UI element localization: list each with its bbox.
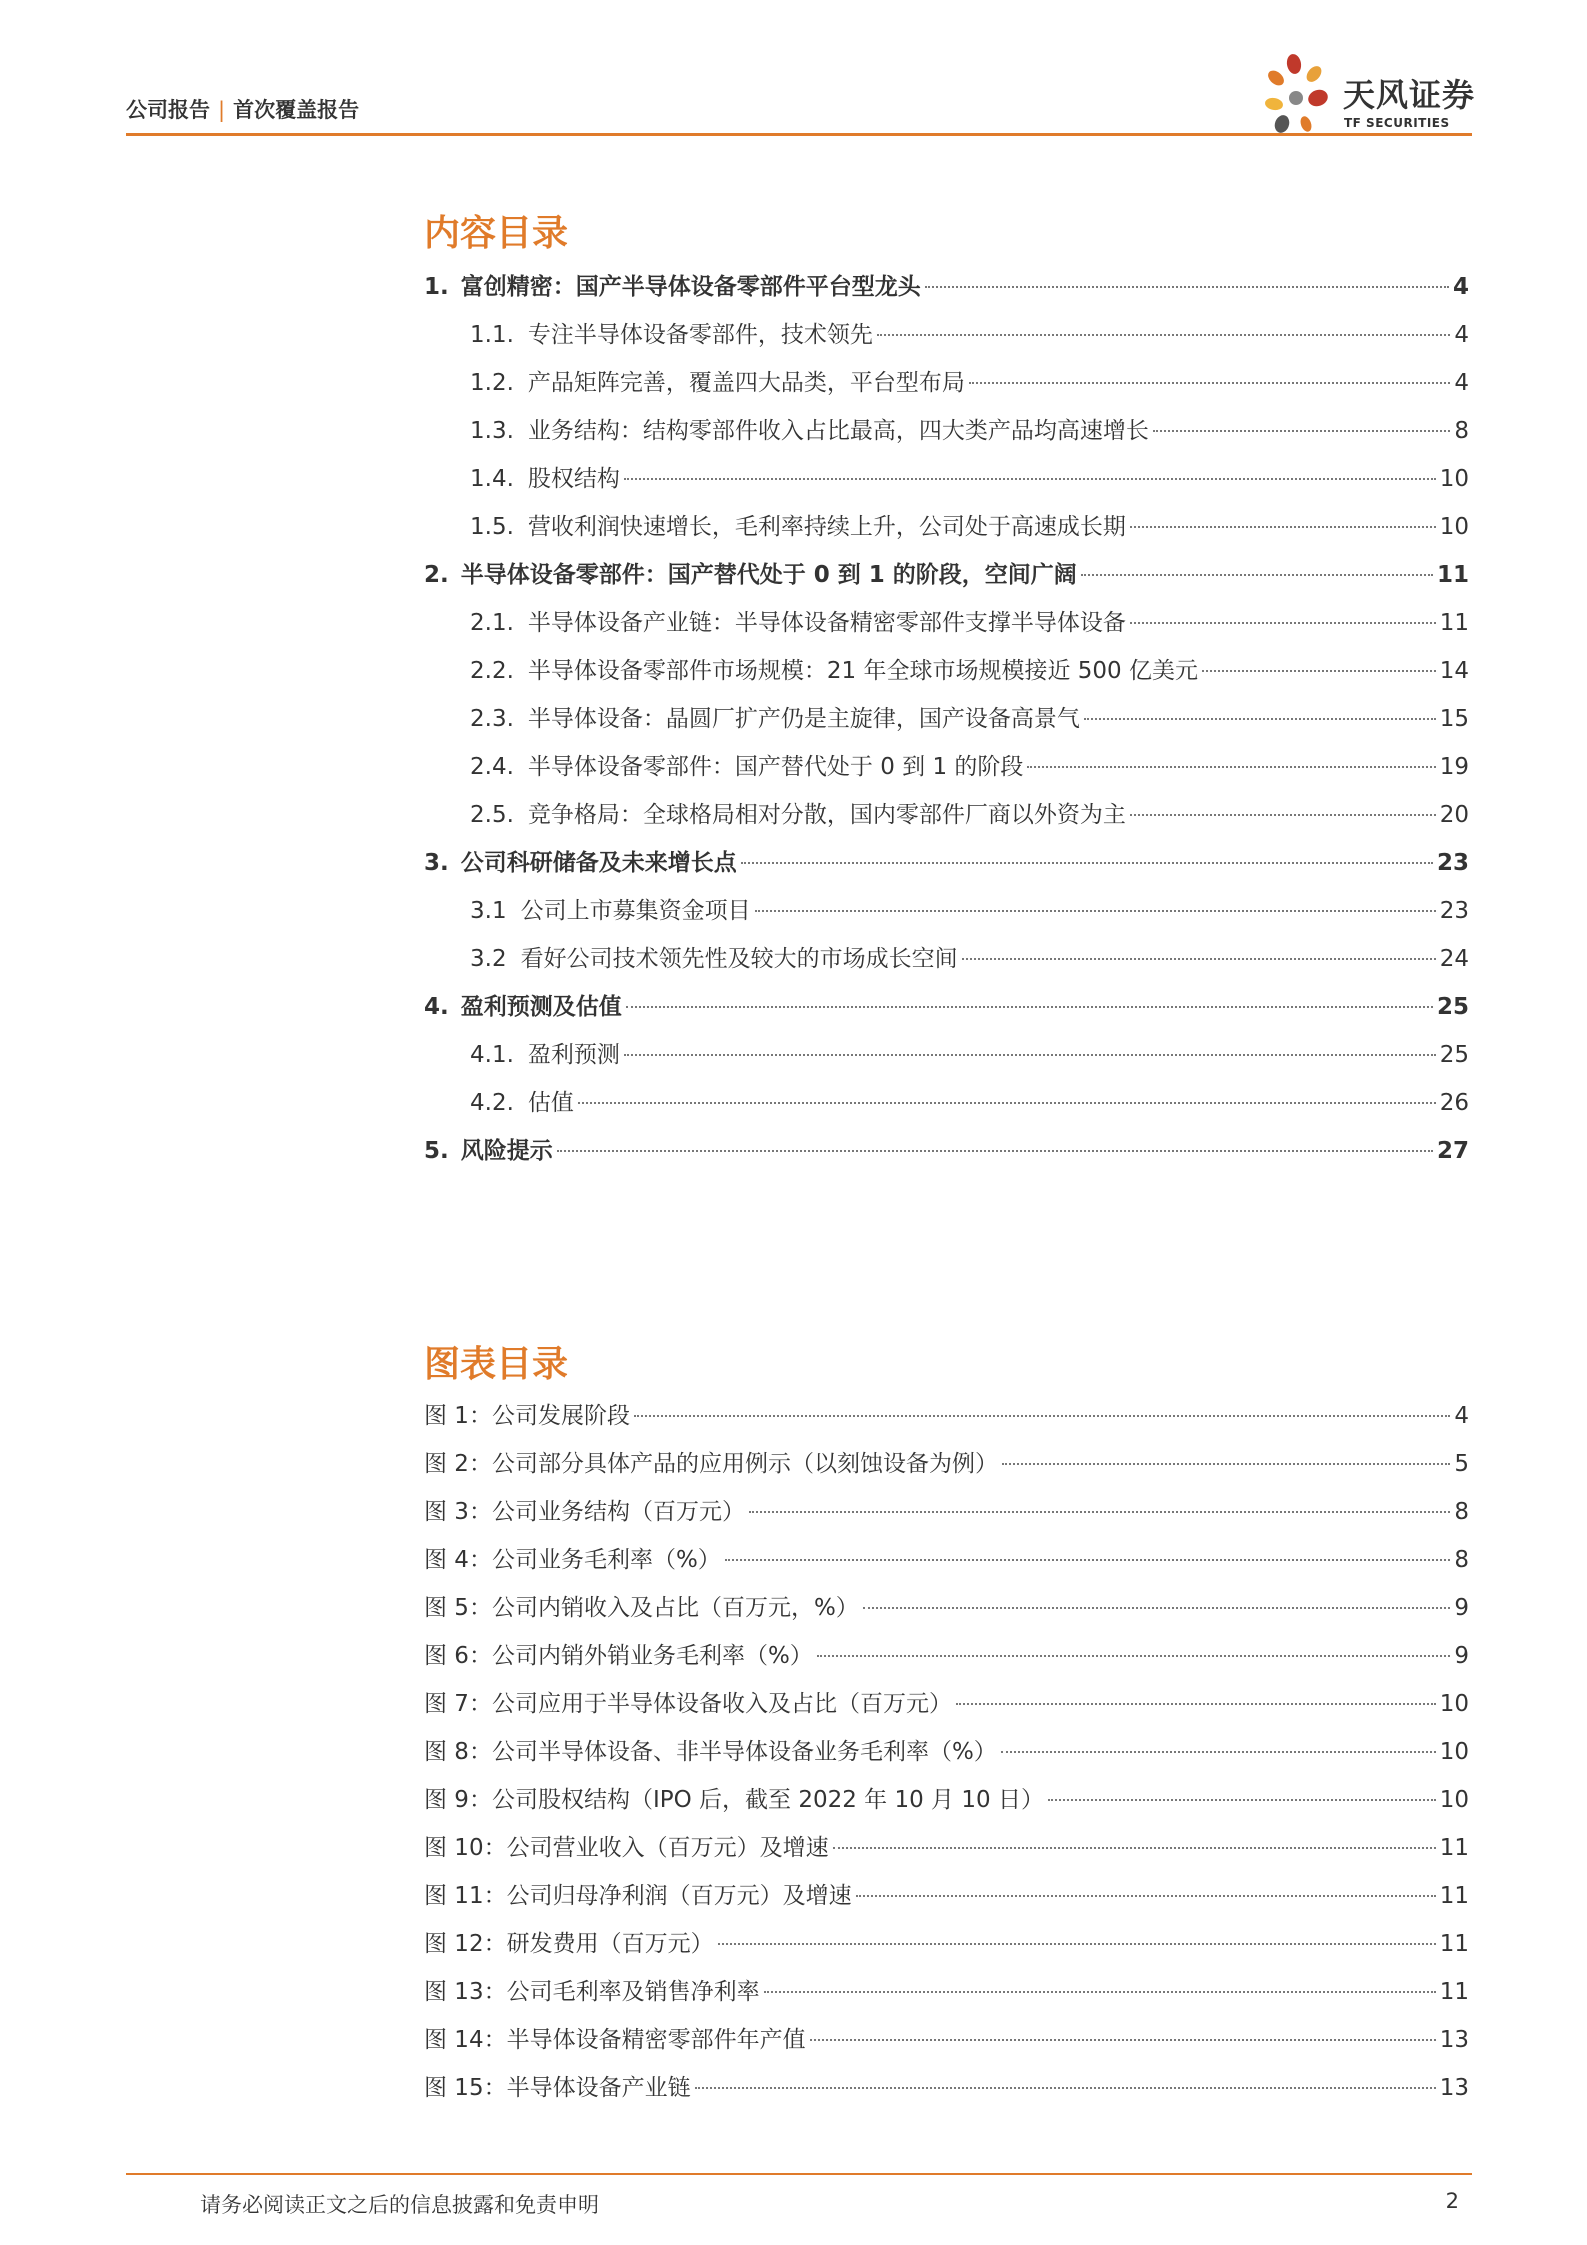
- figure-entry[interactable]: [424, 1632, 1469, 1680]
- figure-entry-title: 图 15：半导体设备产业链: [424, 2075, 691, 2101]
- figure-entry-page: 10: [1439, 1691, 1469, 1717]
- toc-entry[interactable]: [424, 1079, 1469, 1127]
- tf-securities-logo: [1258, 52, 1478, 142]
- toc-leader-dots: [557, 1150, 1433, 1152]
- figure-entry[interactable]: [424, 1728, 1469, 1776]
- figure-entry[interactable]: [424, 2016, 1469, 2064]
- toc-leader-dots: [1130, 622, 1436, 624]
- toc-entry-number: 4.2.: [470, 1090, 514, 1116]
- figure-entry[interactable]: [424, 2064, 1469, 2112]
- figures-title: 图表目录: [424, 1344, 569, 1385]
- toc-leader-dots: [856, 1895, 1436, 1897]
- toc-leader-dots: [624, 1054, 1436, 1056]
- toc-leader-dots: [626, 1006, 1433, 1008]
- toc-entry-number: 3.: [424, 850, 449, 876]
- toc-leader-dots: [749, 1511, 1450, 1513]
- figure-entry[interactable]: [424, 1968, 1469, 2016]
- figure-entry-title: 图 3：公司业务结构（百万元）: [424, 1499, 745, 1525]
- figure-entry[interactable]: [424, 1440, 1469, 1488]
- figure-entry-page: 11: [1439, 1835, 1469, 1861]
- figure-entry-title: 图 9：公司股权结构（IPO 后，截至 2022 年 10 月 10 日）: [424, 1787, 1044, 1813]
- toc-entry-number: 1.1.: [470, 322, 514, 348]
- figure-entry-title: 图 4：公司业务毛利率（%）: [424, 1547, 721, 1573]
- toc-leader-dots: [969, 382, 1450, 384]
- figure-entry-title: 图 14：半导体设备精密零部件年产值: [424, 2027, 806, 2053]
- header-divider: [126, 133, 1472, 136]
- toc-entry-page: 25: [1436, 994, 1469, 1020]
- toc-entry-number: 1.4.: [470, 466, 514, 492]
- toc-leader-dots: [863, 1607, 1451, 1609]
- toc-leader-dots: [764, 1991, 1436, 1993]
- figure-entry-page: 9: [1454, 1643, 1469, 1669]
- toc-entry-page: 27: [1436, 1138, 1469, 1164]
- contents-title: 内容目录: [424, 213, 569, 254]
- toc-entry-page: 11: [1436, 562, 1469, 588]
- figure-entry-title: 图 2：公司部分具体产品的应用例示（以刻蚀设备为例）: [424, 1451, 998, 1477]
- figure-entry-page: 13: [1439, 2027, 1469, 2053]
- toc-leader-dots: [741, 862, 1433, 864]
- toc-leader-dots: [718, 1943, 1436, 1945]
- toc-entry-number: 2.1.: [470, 610, 514, 636]
- figure-entry-title: 图 5：公司内销收入及占比（百万元，%）: [424, 1595, 859, 1621]
- toc-entry[interactable]: [424, 551, 1469, 599]
- header-separator: |: [218, 98, 226, 122]
- toc-leader-dots: [578, 1102, 1436, 1104]
- toc-leader-dots: [634, 1415, 1450, 1417]
- toc-entry-title: 盈利预测: [527, 1042, 620, 1068]
- logo-name-en: TF SECURITIES: [1344, 116, 1450, 130]
- toc-leader-dots: [695, 2087, 1436, 2089]
- logo-name-cn: 天风证券: [1343, 76, 1476, 114]
- toc-entry-page: 11: [1439, 610, 1469, 636]
- figure-entry-title: 图 11：公司归母净利润（百万元）及增速: [424, 1883, 852, 1909]
- toc-leader-dots: [1027, 766, 1435, 768]
- footer-disclaimer: 请务必阅读正文之后的信息披露和免责申明: [200, 2193, 599, 2217]
- figure-entry-page: 5: [1454, 1451, 1469, 1477]
- figure-entry[interactable]: [424, 1872, 1469, 1920]
- toc-entry-number: 4.: [424, 994, 449, 1020]
- toc-entry-page: 20: [1439, 802, 1469, 828]
- toc-leader-dots: [817, 1655, 1451, 1657]
- toc-entry-number: 2.4.: [470, 754, 514, 780]
- figure-entry[interactable]: [424, 1488, 1469, 1536]
- toc-leader-dots: [962, 958, 1436, 960]
- figure-entry-page: 4: [1454, 1403, 1469, 1429]
- toc-entry-title: 估值: [527, 1090, 574, 1116]
- toc-leader-dots: [1153, 430, 1450, 432]
- toc-entry-number: 2.: [424, 562, 449, 588]
- figure-entry-title: 图 1：公司发展阶段: [424, 1403, 630, 1429]
- toc-entry-page: 23: [1439, 898, 1469, 924]
- toc-entry[interactable]: [424, 695, 1469, 743]
- toc-entry[interactable]: [424, 263, 1469, 311]
- toc-entry-number: 4.1.: [470, 1042, 514, 1068]
- toc-entry-page: 10: [1439, 514, 1469, 540]
- toc-leader-dots: [1130, 526, 1436, 528]
- toc-entry-page: 14: [1439, 658, 1469, 684]
- toc-entry-title: 半导体设备零部件：国产替代处于 0 到 1 的阶段: [527, 754, 1024, 780]
- toc-entry[interactable]: [424, 1127, 1469, 1175]
- figure-entry[interactable]: [424, 1680, 1469, 1728]
- contents-list: [424, 263, 1469, 1175]
- toc-entry[interactable]: [424, 791, 1469, 839]
- toc-entry-title: 半导体设备零部件：国产替代处于 0 到 1 的阶段，空间广阔: [460, 562, 1077, 588]
- figure-entry[interactable]: [424, 1584, 1469, 1632]
- toc-entry-page: 4: [1452, 274, 1469, 300]
- toc-entry[interactable]: [424, 359, 1469, 407]
- figure-entry-title: 图 10：公司营业收入（百万元）及增速: [424, 1835, 829, 1861]
- report-header: [126, 94, 359, 124]
- flower-logo-icon: [1258, 52, 1338, 142]
- page-number: 2: [1445, 2189, 1459, 2213]
- toc-entry-page: 8: [1454, 418, 1469, 444]
- toc-leader-dots: [1202, 670, 1436, 672]
- toc-entry-title: 业务结构：结构零部件收入占比最高，四大类产品均高速增长: [527, 418, 1149, 444]
- figure-entry[interactable]: [424, 1392, 1469, 1440]
- toc-entry-title: 看好公司技术领先性及较大的市场成长空间: [520, 946, 958, 972]
- toc-entry[interactable]: [424, 503, 1469, 551]
- toc-entry-page: 25: [1439, 1042, 1469, 1068]
- toc-entry-page: 19: [1439, 754, 1469, 780]
- toc-entry-page: 4: [1454, 370, 1469, 396]
- toc-leader-dots: [725, 1559, 1451, 1561]
- toc-leader-dots: [755, 910, 1436, 912]
- figure-entry-page: 11: [1439, 1883, 1469, 1909]
- toc-leader-dots: [877, 334, 1450, 336]
- toc-entry-title: 专注半导体设备零部件，技术领先: [527, 322, 873, 348]
- footer-divider: [126, 2173, 1472, 2175]
- figure-entry-title: 图 6：公司内销外销业务毛利率（%）: [424, 1643, 813, 1669]
- figure-entry-page: 13: [1439, 2075, 1469, 2101]
- toc-leader-dots: [810, 2039, 1436, 2041]
- figure-entry[interactable]: [424, 1920, 1469, 1968]
- toc-entry-number: 1.2.: [470, 370, 514, 396]
- figure-entry[interactable]: [424, 1536, 1469, 1584]
- toc-entry[interactable]: [424, 647, 1469, 695]
- toc-entry-page: 23: [1436, 850, 1469, 876]
- toc-entry-page: 4: [1454, 322, 1469, 348]
- toc-entry-title: 半导体设备产业链：半导体设备精密零部件支撑半导体设备: [527, 610, 1126, 636]
- figure-entry-page: 10: [1439, 1787, 1469, 1813]
- figure-entry-page: 10: [1439, 1739, 1469, 1765]
- toc-entry-title: 竞争格局：全球格局相对分散，国内零部件厂商以外资为主: [527, 802, 1126, 828]
- toc-leader-dots: [624, 478, 1436, 480]
- toc-entry-title: 风险提示: [460, 1138, 553, 1164]
- toc-entry-title: 盈利预测及估值: [460, 994, 622, 1020]
- toc-entry-number: 3.1: [470, 898, 507, 924]
- toc-entry[interactable]: [424, 407, 1469, 455]
- toc-entry[interactable]: [424, 455, 1469, 503]
- figure-entry-title: 图 8：公司半导体设备、非半导体设备业务毛利率（%）: [424, 1739, 997, 1765]
- toc-entry-number: 1.5.: [470, 514, 514, 540]
- toc-entry-number: 3.2: [470, 946, 507, 972]
- toc-entry-number: 2.3.: [470, 706, 514, 732]
- toc-entry-number: 5.: [424, 1138, 449, 1164]
- toc-entry[interactable]: [424, 983, 1469, 1031]
- toc-entry-title: 富创精密：国产半导体设备零部件平台型龙头: [460, 274, 921, 300]
- toc-entry-page: 10: [1439, 466, 1469, 492]
- toc-entry-page: 15: [1439, 706, 1469, 732]
- toc-entry[interactable]: [424, 743, 1469, 791]
- report-subtype: 首次覆盖报告: [233, 98, 360, 122]
- toc-leader-dots: [833, 1847, 1436, 1849]
- figure-entry-page: 11: [1439, 1931, 1469, 1957]
- figure-entry-page: 8: [1454, 1499, 1469, 1525]
- toc-entry-title: 公司科研储备及未来增长点: [460, 850, 737, 876]
- toc-entry[interactable]: [424, 887, 1469, 935]
- toc-leader-dots: [1048, 1799, 1436, 1801]
- toc-entry-title: 公司上市募集资金项目: [520, 898, 751, 924]
- figure-entry[interactable]: [424, 1824, 1469, 1872]
- toc-entry-page: 24: [1439, 946, 1469, 972]
- figure-entry[interactable]: [424, 1776, 1469, 1824]
- toc-leader-dots: [1084, 718, 1436, 720]
- toc-leader-dots: [1002, 1463, 1450, 1465]
- toc-leader-dots: [1001, 1751, 1436, 1753]
- toc-leader-dots: [925, 286, 1449, 288]
- toc-entry[interactable]: [424, 935, 1469, 983]
- toc-entry-title: 股权结构: [527, 466, 620, 492]
- figures-list: [424, 1392, 1469, 2112]
- figure-entry-page: 9: [1454, 1595, 1469, 1621]
- toc-entry-title: 半导体设备零部件市场规模：21 年全球市场规模接近 500 亿美元: [527, 658, 1198, 684]
- toc-entry-title: 营收利润快速增长，毛利率持续上升，公司处于高速成长期: [527, 514, 1126, 540]
- toc-entry-title: 产品矩阵完善，覆盖四大品类，平台型布局: [527, 370, 965, 396]
- toc-entry[interactable]: [424, 599, 1469, 647]
- toc-entry[interactable]: [424, 311, 1469, 359]
- toc-entry-number: 2.5.: [470, 802, 514, 828]
- figure-entry-page: 8: [1454, 1547, 1469, 1573]
- figure-entry-title: 图 12：研发费用（百万元）: [424, 1931, 714, 1957]
- toc-leader-dots: [1130, 814, 1436, 816]
- figure-entry-title: 图 7：公司应用于半导体设备收入及占比（百万元）: [424, 1691, 952, 1717]
- toc-entry-number: 2.2.: [470, 658, 514, 684]
- toc-entry-page: 26: [1439, 1090, 1469, 1116]
- toc-entry-number: 1.: [424, 274, 449, 300]
- toc-leader-dots: [956, 1703, 1436, 1705]
- figure-entry-title: 图 13：公司毛利率及销售净利率: [424, 1979, 760, 2005]
- toc-entry[interactable]: [424, 1031, 1469, 1079]
- toc-entry-number: 1.3.: [470, 418, 514, 444]
- toc-leader-dots: [1081, 574, 1433, 576]
- toc-entry-title: 半导体设备：晶圆厂扩产仍是主旋律，国产设备高景气: [527, 706, 1080, 732]
- report-type: 公司报告: [126, 98, 210, 122]
- figure-entry-page: 11: [1439, 1979, 1469, 2005]
- toc-entry[interactable]: [424, 839, 1469, 887]
